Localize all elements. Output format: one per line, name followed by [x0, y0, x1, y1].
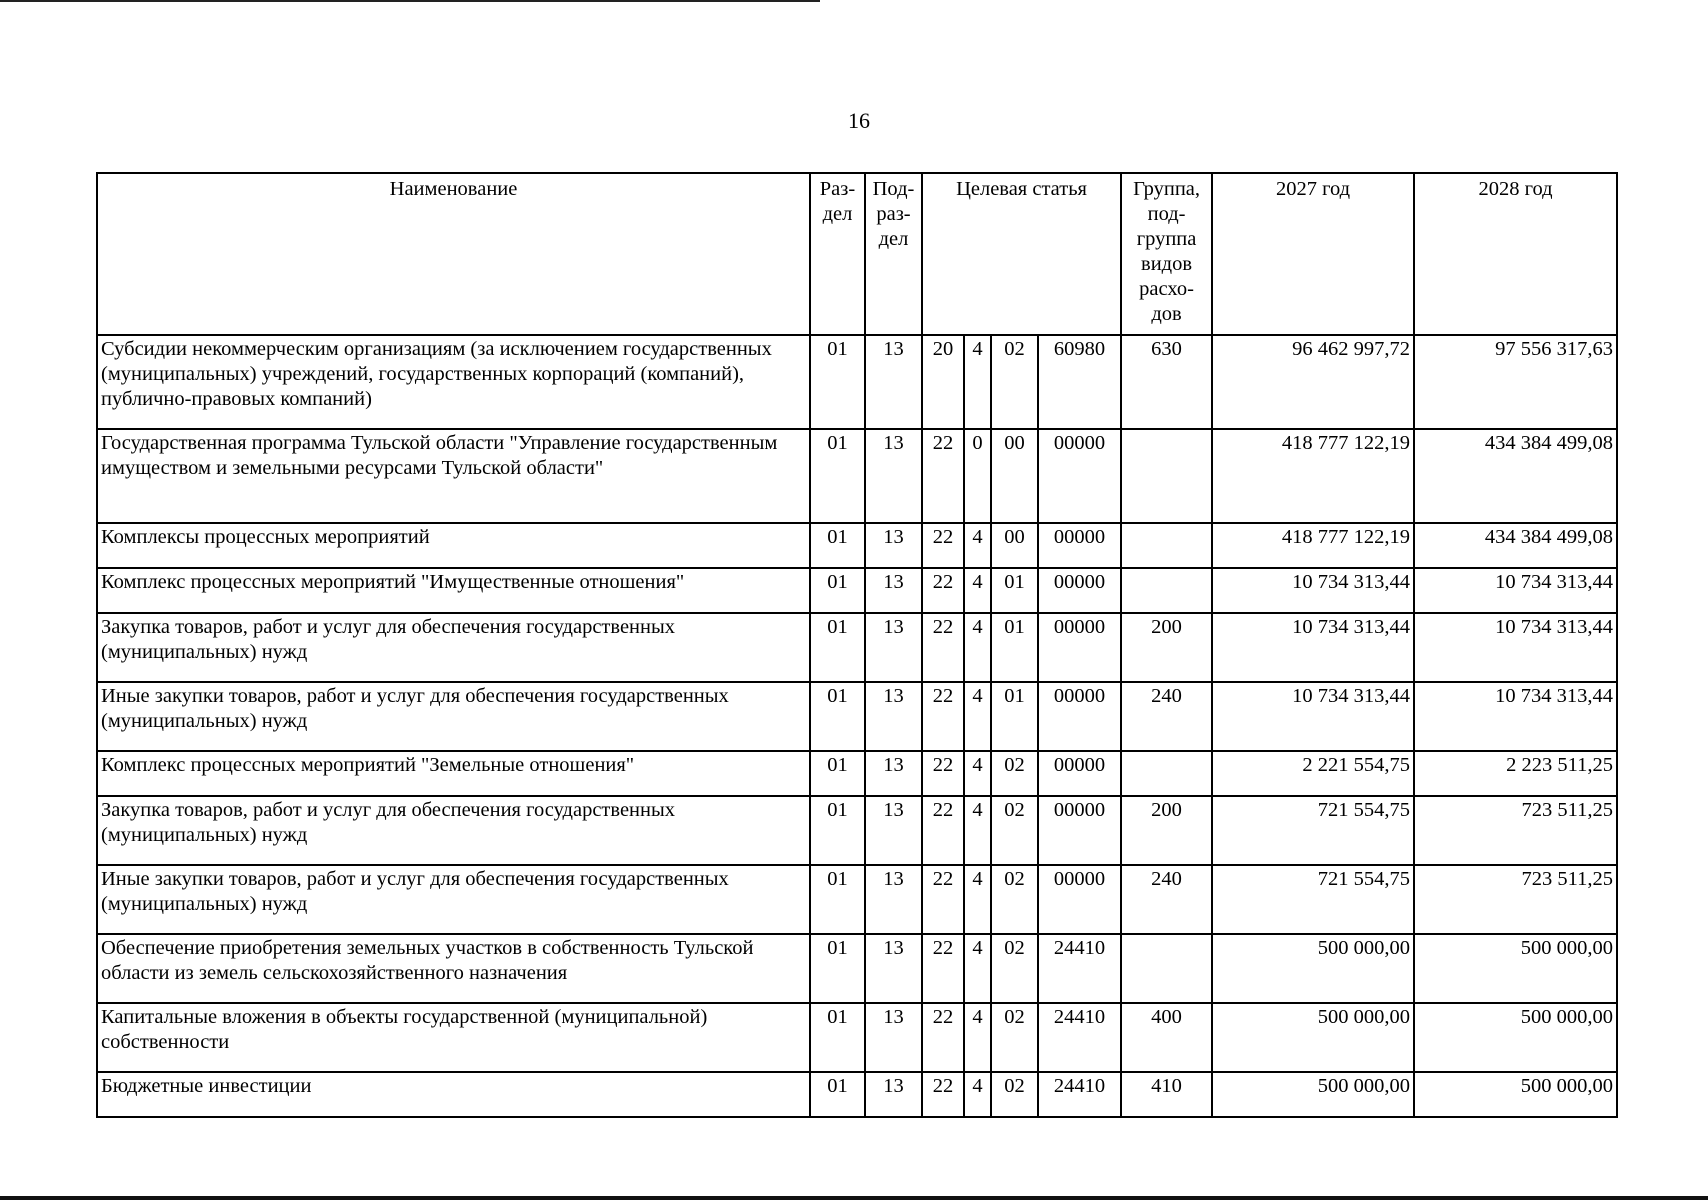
cell-name: Субсидии некоммерческим организациям (за исключением государственных (муниципальных) учреждений, государственных корпораций (компаний), публично-правовых компаний): [97, 335, 810, 429]
cell-expense-group: 410: [1121, 1072, 1212, 1117]
cell-name: Капитальные вложения в объекты государственной (муниципальной) собственности: [97, 1003, 810, 1072]
cell-target-direction: 24410: [1038, 934, 1121, 1003]
cell-amount-2027: 721 554,75: [1212, 865, 1414, 934]
cell-razdel: 01: [810, 865, 865, 934]
table-row: [97, 523, 1617, 568]
cell-expense-group: [1121, 568, 1212, 613]
header-year-2027: 2027 год: [1212, 173, 1414, 335]
cell-expense-group: [1121, 751, 1212, 796]
cell-target-type: 4: [964, 682, 991, 751]
cell-target-type: 4: [964, 751, 991, 796]
cell-amount-2027: 10 734 313,44: [1212, 682, 1414, 751]
cell-target-program: 22: [922, 934, 964, 1003]
cell-amount-2027: 500 000,00: [1212, 1003, 1414, 1072]
cell-target-subprogram: 01: [991, 682, 1038, 751]
cell-target-program: 22: [922, 751, 964, 796]
cell-target-program: 22: [922, 1003, 964, 1072]
cell-target-subprogram: 02: [991, 1003, 1038, 1072]
cell-target-subprogram: 02: [991, 751, 1038, 796]
cell-target-type: 4: [964, 1072, 991, 1117]
cell-target-type: 4: [964, 796, 991, 865]
budget-table: [96, 172, 1618, 1118]
cell-name: Закупка товаров, работ и услуг для обеспечения государственных (муниципальных) нужд: [97, 613, 810, 682]
page-number: 16: [848, 108, 870, 133]
cell-name: Государственная программа Тульской области "Управление государственным имуществом и земельными ресурсами Тульской области": [97, 429, 810, 523]
cell-amount-2028: 434 384 499,08: [1414, 429, 1617, 523]
cell-razdel: 01: [810, 934, 865, 1003]
cell-expense-group: [1121, 523, 1212, 568]
cell-razdel: 01: [810, 1072, 865, 1117]
cell-amount-2028: 723 511,25: [1414, 796, 1617, 865]
cell-amount-2028: 500 000,00: [1414, 934, 1617, 1003]
cell-target-subprogram: 00: [991, 523, 1038, 568]
cell-podrazdel: 13: [865, 751, 922, 796]
cell-amount-2027: 418 777 122,19: [1212, 429, 1414, 523]
cell-razdel: 01: [810, 568, 865, 613]
table-row: [97, 335, 1617, 429]
cell-razdel: 01: [810, 429, 865, 523]
cell-target-direction: 00000: [1038, 865, 1121, 934]
cell-podrazdel: 13: [865, 934, 922, 1003]
table-row: [97, 429, 1617, 523]
cell-target-program: 22: [922, 682, 964, 751]
cell-podrazdel: 13: [865, 1072, 922, 1117]
table-row: [97, 751, 1617, 796]
cell-target-subprogram: 02: [991, 865, 1038, 934]
cell-podrazdel: 13: [865, 523, 922, 568]
scan-border-top: [0, 0, 820, 2]
cell-target-type: 4: [964, 523, 991, 568]
cell-name: Закупка товаров, работ и услуг для обеспечения государственных (муниципальных) нужд: [97, 796, 810, 865]
table-row: [97, 796, 1617, 865]
cell-target-program: 20: [922, 335, 964, 429]
scan-border-bottom: [0, 1196, 1708, 1200]
table-row: [97, 682, 1617, 751]
cell-name: Комплекс процессных мероприятий "Земельные отношения": [97, 751, 810, 796]
cell-podrazdel: 13: [865, 796, 922, 865]
cell-target-type: 4: [964, 568, 991, 613]
cell-expense-group: 200: [1121, 613, 1212, 682]
header-podrazdel: Под- раз- дел: [865, 173, 922, 335]
cell-podrazdel: 13: [865, 568, 922, 613]
cell-target-direction: 00000: [1038, 523, 1121, 568]
cell-amount-2028: 10 734 313,44: [1414, 682, 1617, 751]
cell-target-direction: 00000: [1038, 682, 1121, 751]
cell-target-program: 22: [922, 613, 964, 682]
cell-name: Обеспечение приобретения земельных участков в собственность Тульской области из земель сельскохозяйственного назначения: [97, 934, 810, 1003]
cell-target-program: 22: [922, 865, 964, 934]
cell-target-direction: 60980: [1038, 335, 1121, 429]
cell-amount-2028: 2 223 511,25: [1414, 751, 1617, 796]
cell-amount-2028: 434 384 499,08: [1414, 523, 1617, 568]
cell-name: Бюджетные инвестиции: [97, 1072, 810, 1117]
cell-target-program: 22: [922, 1072, 964, 1117]
table-header-row: [97, 173, 1617, 335]
cell-target-type: 4: [964, 1003, 991, 1072]
cell-target-direction: 00000: [1038, 796, 1121, 865]
header-name: Наименование: [97, 173, 810, 335]
cell-razdel: 01: [810, 1003, 865, 1072]
cell-amount-2027: 10 734 313,44: [1212, 613, 1414, 682]
cell-name: Комплекс процессных мероприятий "Имущественные отношения": [97, 568, 810, 613]
cell-target-program: 22: [922, 429, 964, 523]
cell-target-subprogram: 01: [991, 568, 1038, 613]
cell-amount-2028: 10 734 313,44: [1414, 568, 1617, 613]
cell-target-program: 22: [922, 523, 964, 568]
cell-target-direction: 00000: [1038, 429, 1121, 523]
cell-name: Иные закупки товаров, работ и услуг для обеспечения государственных (муниципальных) нужд: [97, 865, 810, 934]
cell-target-subprogram: 02: [991, 1072, 1038, 1117]
cell-target-program: 22: [922, 796, 964, 865]
cell-razdel: 01: [810, 523, 865, 568]
cell-expense-group: [1121, 429, 1212, 523]
cell-amount-2028: 500 000,00: [1414, 1003, 1617, 1072]
cell-amount-2027: 500 000,00: [1212, 934, 1414, 1003]
cell-amount-2027: 500 000,00: [1212, 1072, 1414, 1117]
cell-amount-2027: 96 462 997,72: [1212, 335, 1414, 429]
table-row: [97, 1072, 1617, 1117]
cell-target-type: 4: [964, 335, 991, 429]
cell-target-direction: 00000: [1038, 613, 1121, 682]
cell-target-type: 4: [964, 613, 991, 682]
cell-target-subprogram: 02: [991, 335, 1038, 429]
cell-target-subprogram: 00: [991, 429, 1038, 523]
header-gruppa-vidov-rashodov: Группа, под- группа видов расхо- дов: [1121, 173, 1212, 335]
cell-podrazdel: 13: [865, 335, 922, 429]
table-row: [97, 568, 1617, 613]
cell-name: Иные закупки товаров, работ и услуг для обеспечения государственных (муниципальных) нужд: [97, 682, 810, 751]
table-body: [97, 335, 1617, 1117]
cell-target-type: 0: [964, 429, 991, 523]
cell-target-direction: 24410: [1038, 1072, 1121, 1117]
cell-razdel: 01: [810, 751, 865, 796]
cell-target-type: 4: [964, 934, 991, 1003]
cell-razdel: 01: [810, 613, 865, 682]
cell-amount-2028: 500 000,00: [1414, 1072, 1617, 1117]
cell-expense-group: 240: [1121, 682, 1212, 751]
cell-razdel: 01: [810, 335, 865, 429]
table-row: [97, 865, 1617, 934]
header-razdel: Раз- дел: [810, 173, 865, 335]
header-year-2028: 2028 год: [1414, 173, 1617, 335]
cell-podrazdel: 13: [865, 682, 922, 751]
cell-podrazdel: 13: [865, 429, 922, 523]
cell-target-subprogram: 02: [991, 934, 1038, 1003]
cell-expense-group: 630: [1121, 335, 1212, 429]
cell-podrazdel: 13: [865, 865, 922, 934]
cell-target-direction: 24410: [1038, 1003, 1121, 1072]
cell-target-subprogram: 02: [991, 796, 1038, 865]
cell-target-direction: 00000: [1038, 568, 1121, 613]
cell-target-subprogram: 01: [991, 613, 1038, 682]
cell-target-direction: 00000: [1038, 751, 1121, 796]
cell-expense-group: [1121, 934, 1212, 1003]
cell-podrazdel: 13: [865, 1003, 922, 1072]
cell-podrazdel: 13: [865, 613, 922, 682]
cell-amount-2027: 418 777 122,19: [1212, 523, 1414, 568]
table-row: [97, 934, 1617, 1003]
table-row: [97, 1003, 1617, 1072]
cell-expense-group: 200: [1121, 796, 1212, 865]
header-celevaya-statya: Целевая статья: [922, 173, 1121, 335]
cell-name: Комплексы процессных мероприятий: [97, 523, 810, 568]
cell-target-type: 4: [964, 865, 991, 934]
cell-target-program: 22: [922, 568, 964, 613]
cell-amount-2028: 723 511,25: [1414, 865, 1617, 934]
cell-razdel: 01: [810, 682, 865, 751]
cell-amount-2027: 721 554,75: [1212, 796, 1414, 865]
table-row: [97, 613, 1617, 682]
cell-amount-2027: 2 221 554,75: [1212, 751, 1414, 796]
cell-razdel: 01: [810, 796, 865, 865]
cell-expense-group: 240: [1121, 865, 1212, 934]
cell-amount-2027: 10 734 313,44: [1212, 568, 1414, 613]
cell-expense-group: 400: [1121, 1003, 1212, 1072]
cell-amount-2028: 10 734 313,44: [1414, 613, 1617, 682]
cell-amount-2028: 97 556 317,63: [1414, 335, 1617, 429]
